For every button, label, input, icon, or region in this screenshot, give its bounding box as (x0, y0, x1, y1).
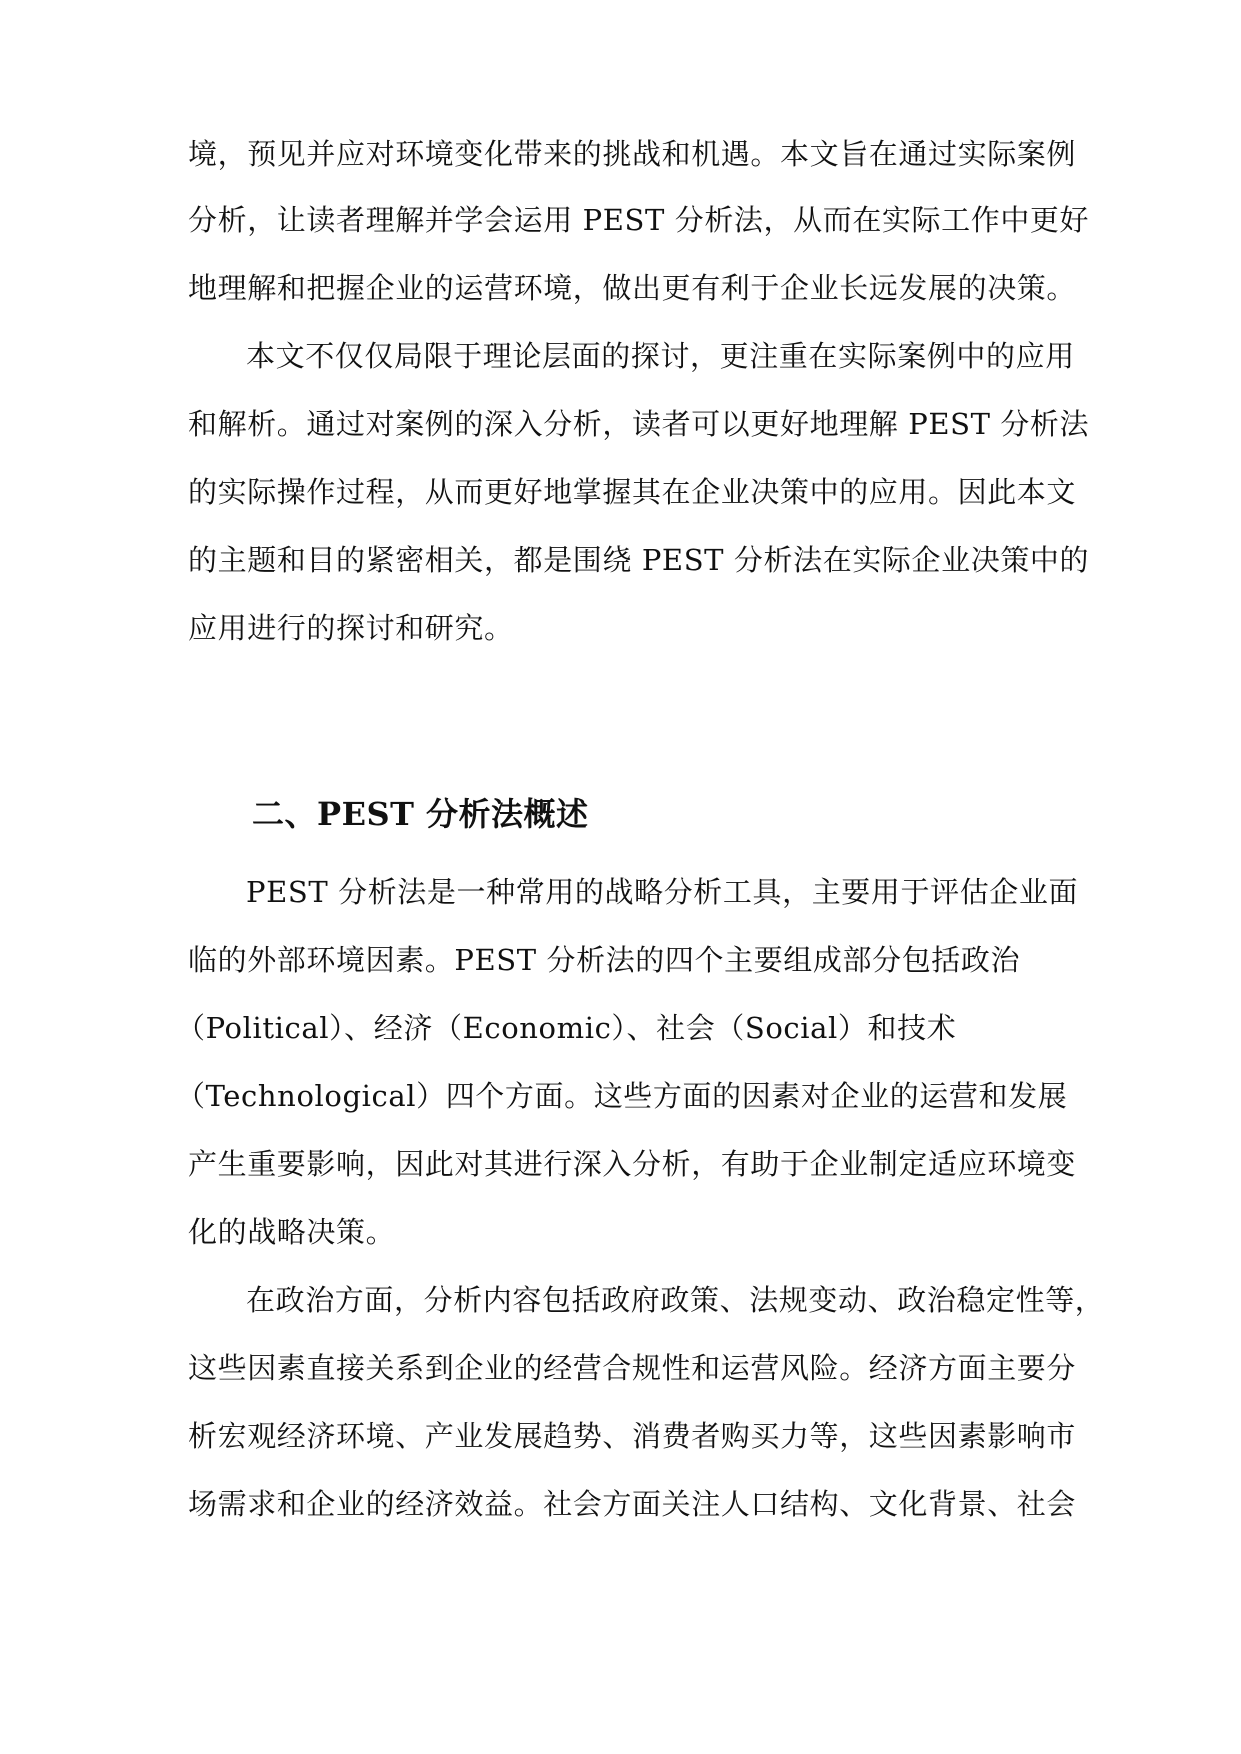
paragraph-2-line-4: 的主题和目的紧密相关，都是围绕 PEST 分析法在实际企业决策中的 (188, 543, 1090, 577)
paragraph-1-line-2: 分析，让读者理解并学会运用 PEST 分析法，从而在实际工作中更好 (188, 203, 1090, 237)
section-paragraph-1-line-2: 临的外部环境因素。PEST 分析法的四个主要组成部分包括政治 (188, 943, 1021, 977)
section-paragraph-1-line-6: 化的战略决策。 (188, 1215, 396, 1249)
paragraph-1-line-3: 地理解和把握企业的运营环境，做出更有利于企业长远发展的决策。 (188, 271, 1077, 305)
section-paragraph-1-line-4: （Technological）四个方面。这些方面的因素对企业的运营和发展 (176, 1079, 1068, 1113)
paragraph-1-line-1: 境，预见并应对环境变化带来的挑战和机遇。本文旨在通过实际案例 (188, 137, 1077, 171)
section-paragraph-2-line-2: 这些因素直接关系到企业的经营合规性和运营风险。经济方面主要分 (188, 1351, 1077, 1385)
section-paragraph-2-line-1: 在政治方面，分析内容包括政府政策、法规变动、政治稳定性等， (246, 1283, 1105, 1317)
paragraph-2-line-3: 的实际操作过程，从而更好地掌握其在企业决策中的应用。因此本文 (188, 475, 1077, 509)
section-paragraph-1-line-3: （Political）、经济（Economic）、社会（Social）和技术 (176, 1011, 957, 1045)
paragraph-2-line-1: 本文不仅仅局限于理论层面的探讨，更注重在实际案例中的应用 (246, 339, 1075, 373)
section-paragraph-1-line-5: 产生重要影响，因此对其进行深入分析，有助于企业制定适应环境变 (188, 1147, 1077, 1181)
paragraph-2-line-2: 和解析。通过对案例的深入分析，读者可以更好地理解 PEST 分析法 (188, 407, 1090, 441)
section-paragraph-2-line-4: 场需求和企业的经济效益。社会方面关注人口结构、文化背景、社会 (188, 1487, 1077, 1521)
section-paragraph-2-line-3: 析宏观经济环境、产业发展趋势、消费者购买力等，这些因素影响市 (188, 1419, 1077, 1453)
section-heading: 二、PEST 分析法概述 (252, 795, 589, 833)
section-paragraph-1-line-1: PEST 分析法是一种常用的战略分析工具，主要用于评估企业面 (246, 875, 1079, 909)
paragraph-2-line-5: 应用进行的探讨和研究。 (188, 611, 514, 645)
